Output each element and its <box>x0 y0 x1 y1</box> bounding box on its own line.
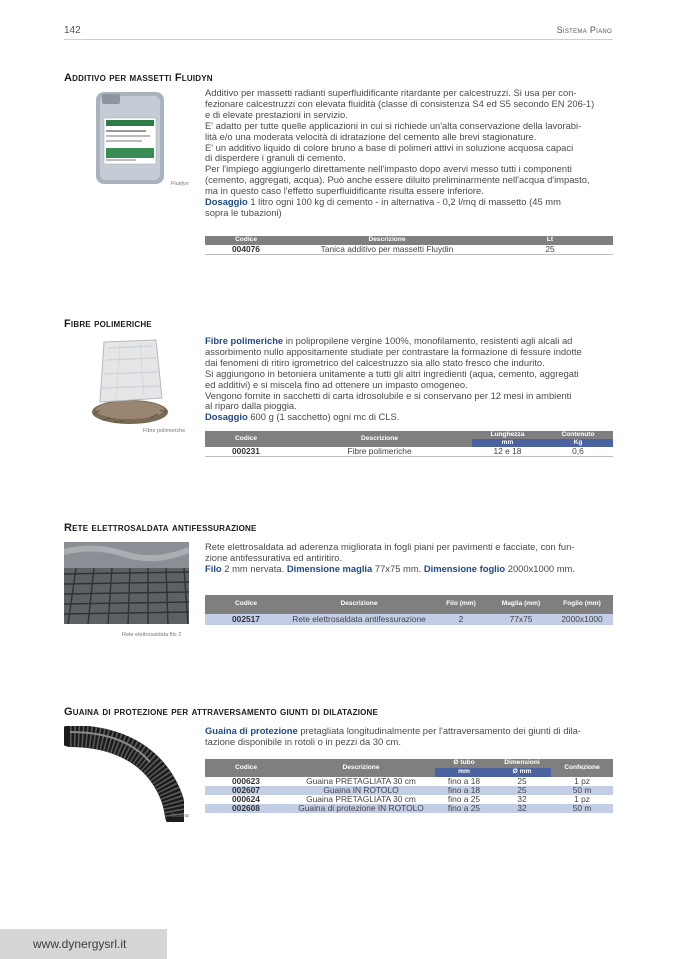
section-title-fibre: Fibre polimeriche <box>64 318 152 330</box>
text-line: dai fenomeni di ritiro igrometrico del calcestruzzo sia allo stato fresco che indurito. <box>205 356 545 368</box>
guaina-table <box>205 759 613 813</box>
cell-dimensioni: 32 <box>493 804 551 813</box>
fluidyn-canister-image <box>92 90 168 186</box>
spec-value: 2 mm nervata. <box>221 562 287 574</box>
text-line: Si aggiungono in betoniera unitamente a tutti gli altri ingredienti (aqua, cemento, aggregati <box>205 367 579 379</box>
dosage-text: 1 litro ogni 100 kg di cemento - in alternativa - 0,2 l/mq di massetto (45 mm <box>247 196 561 208</box>
text-line: Per l'impiego aggiungerlo direttamente nell'impasto dopo avervi messo tutti i componenti <box>205 163 572 175</box>
text-line: ma in questo caso l'effetto superfluidificante risulta essere inferiore. <box>205 185 484 197</box>
lead-label: Fibre polimeriche <box>205 335 284 346</box>
table-row <box>205 447 613 457</box>
col-header-filo: Filo (mm) <box>431 595 491 614</box>
rete-description <box>205 542 613 575</box>
text-line: lità e/o una moderata velocità di idratazione del cemento alle brevi stagionature. <box>205 130 537 142</box>
cell-confezione: 1 pz <box>574 794 590 804</box>
lead-text: pretagliata longitudinalmente per l'attraversamento dei giunti di dila- <box>297 725 581 736</box>
cell-contenuto: 0,6 <box>543 447 613 457</box>
col-header-dimensioni: Dimensioni <box>493 759 551 768</box>
cell-tubo: fino a 18 <box>435 786 493 795</box>
cell-dimensioni: 25 <box>517 776 527 786</box>
unit-mm: mm <box>435 768 493 777</box>
col-header-lt: Lt <box>487 236 613 245</box>
cell-filo: 2 <box>431 614 491 625</box>
header-divider <box>64 39 613 40</box>
cell-codice: 004076 <box>205 245 287 255</box>
text-line: Vengono fornite in sacchetti di carta idrosolubile e si conservano per 12 mesi in ambienti <box>205 389 572 401</box>
cell-dimensioni: 25 <box>493 786 551 795</box>
text-line: E' adatto per tutte quelle applicazioni in cui si richiede un'alta conservazione della lavorabi- <box>205 119 582 131</box>
fluidyn-caption: Fluidyn <box>171 181 189 187</box>
cell-codice: 000231 <box>205 447 287 457</box>
rete-table <box>205 595 613 625</box>
col-header-codice: Codice <box>205 236 287 245</box>
cell-codice: 002517 <box>205 614 287 625</box>
fibre-bag-image <box>90 338 172 426</box>
cell-codice: 002608 <box>205 804 287 813</box>
text-line: Rete elettrosaldata ad aderenza migliorata in fogli piani per pavimenti e facciate, con fun- <box>205 541 575 552</box>
section-title-rete: Rete elettrosaldata antifessurazione <box>64 522 257 534</box>
spec-line <box>205 564 613 575</box>
spec-label: Filo <box>205 562 222 574</box>
additivo-table <box>205 236 613 255</box>
unit-kg: Kg <box>543 439 613 447</box>
col-header-lunghezza: Lunghezza <box>472 431 543 439</box>
col-header-confezione: Confezione <box>551 759 613 777</box>
cell-descrizione: Rete elettrosaldata antifessurazione <box>287 614 431 625</box>
table-row <box>205 804 613 813</box>
text-line: tazione disponibile in rotoli o in pezzi da 30 cm. <box>205 735 401 747</box>
text-line: fezionare calcestruzzi con elevata fluidità (classe di consistenza S4 ed S5 secondo EN 206-1) <box>205 97 595 109</box>
spec-label: Dimensione foglio <box>423 562 506 574</box>
text-line: zione antifessurativa ed antiritiro. <box>205 551 343 563</box>
cell-lunghezza: 12 e 18 <box>472 447 543 457</box>
footer-website-link[interactable]: www.dynergysrl.it <box>33 937 127 951</box>
cell-maglia: 77x75 <box>491 614 551 625</box>
fibre-description <box>205 336 613 423</box>
spec-value: 2000x1000 mm. <box>505 562 575 574</box>
rete-caption: Rete elettrosaldata filo 2 <box>122 632 182 638</box>
text-line: ed additivi) e si miscela fino ad ottenere un impasto omogeneo. <box>205 378 468 390</box>
col-header-contenuto: Contenuto <box>543 431 613 439</box>
cell-descrizione: Fibre polimeriche <box>287 447 472 457</box>
cell-descrizione: Tanica additivo per massetti Fluydin <box>287 245 487 255</box>
text-line: (cemento, aggregati, acqua). Può anche essere diluito preliminarmente nell'acqua d'impasto, <box>205 174 590 186</box>
dosage-label: Dosaggio <box>205 411 248 423</box>
cell-descrizione: Guaina PRETAGLIATA 30 cm <box>306 794 416 804</box>
guaina-corrugated-tube-image <box>64 726 184 822</box>
spec-value: 77x75 mm. <box>372 562 424 574</box>
page-number: 142 <box>64 25 81 36</box>
fibre-table <box>205 431 613 457</box>
cell-confezione: 50 m <box>551 804 613 813</box>
additivo-description <box>205 88 613 219</box>
header-title: Sistema Piano <box>556 25 612 35</box>
table-row <box>205 245 613 255</box>
col-header-tubo: Ø tubo <box>435 759 493 768</box>
dosage-line-2: sopra le tubazioni) <box>205 206 282 218</box>
col-header-descrizione: Descrizione <box>287 431 472 447</box>
text-line: assorbimento nullo appositamente studiate per contrastare la formazione di fessure indotte <box>205 345 582 357</box>
cell-descrizione: Guaina IN ROTOLO <box>287 786 435 795</box>
col-header-descrizione: Descrizione <box>287 759 435 777</box>
cell-codice: 000623 <box>232 776 260 786</box>
text-line: E' un additivo liquido di colore bruno a base di polimeri attivi in soluzione acquosa capaci <box>205 141 574 153</box>
fibre-caption: Fibre polimeriche <box>143 428 186 434</box>
lead-text: in polipropilene vergine 100%, monofilamento, resistenti agli alcali ad <box>283 335 573 346</box>
guaina-description <box>205 726 613 748</box>
spec-label: Dimensione maglia <box>286 562 373 574</box>
table-row <box>205 777 613 786</box>
col-header-codice: Codice <box>205 759 287 777</box>
col-header-foglio: Foglio (mm) <box>551 595 613 614</box>
cell-confezione: 1 pz <box>574 776 590 786</box>
rete-mesh-image <box>64 542 189 624</box>
dosage-label: Dosaggio <box>205 196 248 208</box>
col-header-maglia: Maglia (mm) <box>491 595 551 614</box>
cell-foglio: 2000x1000 <box>551 614 613 625</box>
cell-tubo: fino a 25 <box>435 804 493 813</box>
text-line: Additivo per massetti radianti superfluidificante ritardante per calcestruzzi. Si usa per con- <box>205 87 577 98</box>
col-header-codice: Codice <box>205 431 287 447</box>
text-line: e di elevate prestazioni in servizio. <box>205 108 348 120</box>
col-header-codice: Codice <box>205 595 287 614</box>
col-header-descrizione: Descrizione <box>287 595 431 614</box>
cell-dimensioni: 32 <box>517 794 527 804</box>
cell-descrizione: Guaina di protezione IN ROTOLO <box>287 804 435 813</box>
dosage-text: 600 g (1 sacchetto) ogni mc di CLS. <box>247 411 400 423</box>
section-title-additivo: Additivo per massetti Fluidyn <box>64 72 213 84</box>
cell-lt: 25 <box>487 245 613 255</box>
unit-mm: mm <box>472 439 543 447</box>
cell-codice: 002607 <box>205 786 287 795</box>
text-line: al riparo dalla pioggia. <box>205 400 297 412</box>
cell-tubo: fino a 25 <box>447 794 481 804</box>
cell-confezione: 50 m <box>551 786 613 795</box>
lead-label: Guaina di protezione <box>205 725 298 736</box>
guaina-caption: Guaina <box>171 813 189 819</box>
col-header-descrizione: Descrizione <box>287 236 487 245</box>
cell-codice: 000624 <box>232 794 260 804</box>
cell-descrizione: Guaina PRETAGLIATA 30 cm <box>306 776 416 786</box>
dosage-line <box>205 412 613 423</box>
text-line: di disperdere i granuli di cemento. <box>205 152 346 164</box>
section-title-guaina: Guaina di protezione per attraversamento giunti di dilatazione <box>64 706 379 718</box>
unit-diam-mm: Ø mm <box>493 768 551 777</box>
cell-tubo: fino a 18 <box>447 776 481 786</box>
table-row <box>205 614 613 625</box>
